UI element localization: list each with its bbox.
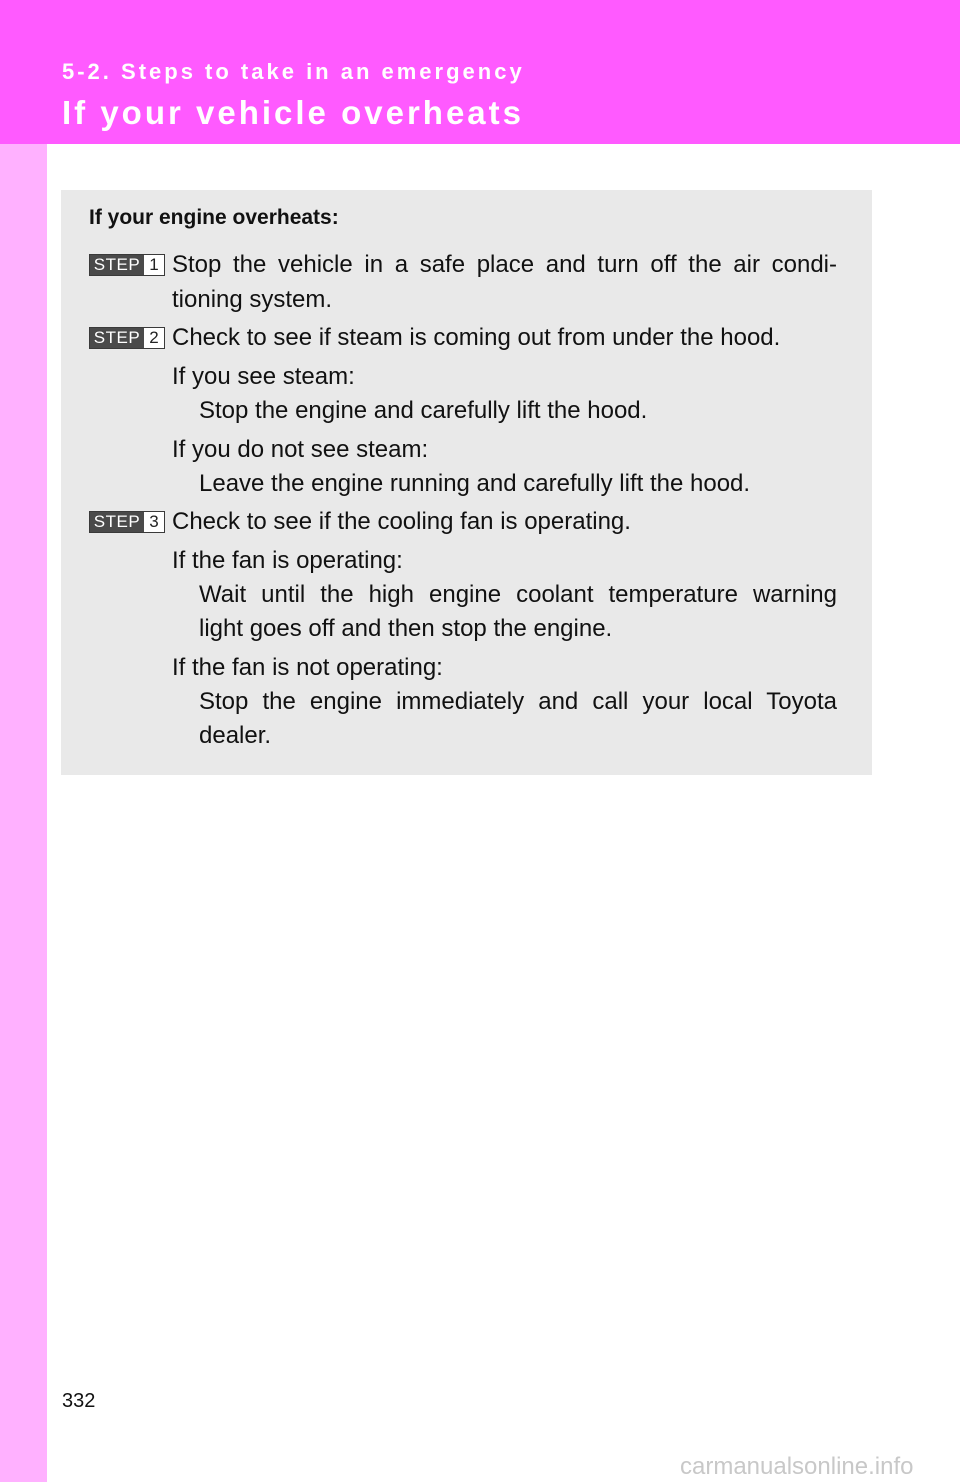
step-number: 1 (144, 255, 164, 275)
page-title: If your vehicle overheats (62, 94, 524, 131)
step-3-case-2-line1: Stop the engine immediately and call your local Toyota (199, 688, 837, 715)
page-number: 332 (62, 1390, 96, 1412)
step-3-text: Check to see if the cooling fan is operating. (172, 508, 631, 535)
side-strip (0, 144, 47, 1482)
step-3-case-2-label: If the fan is not operating: (172, 654, 443, 681)
box-heading: If your engine overheats: (89, 206, 339, 229)
step-2-case-1-text: Stop the engine and carefully lift the hood. (199, 397, 648, 424)
step-2-badge (89, 327, 165, 349)
watermark: carmanualsonline.info (680, 1453, 914, 1480)
step-2-case-2-label: If you do not see steam: (172, 436, 429, 463)
step-3-badge (89, 511, 165, 533)
step-word: STEP (90, 328, 144, 348)
step-2-case-2-text: Leave the engine running and carefully lift the hood. (199, 470, 751, 497)
step-2-case-1-label: If you see steam: (172, 363, 355, 390)
step-3-case-1-line2: light goes off and then stop the engine. (199, 615, 613, 642)
step-3-case-2-line2: dealer. (199, 722, 272, 749)
step-2-text: Check to see if steam is coming out from under the hood. (172, 324, 781, 351)
step-1-text-line1: Stop the vehicle in a safe place and turn off the air condi- (172, 251, 837, 278)
step-1-text-line2: tioning system. (172, 286, 333, 313)
step-number: 3 (144, 512, 164, 532)
section-label: 5-2. Steps to take in an emergency (62, 59, 525, 84)
step-1-badge (89, 254, 165, 276)
step-word: STEP (90, 255, 144, 275)
step-word: STEP (90, 512, 144, 532)
step-number: 2 (144, 328, 164, 348)
step-3-case-1-line1: Wait until the high engine coolant temperature warning (199, 581, 837, 608)
step-3-case-1-label: If the fan is operating: (172, 547, 403, 574)
